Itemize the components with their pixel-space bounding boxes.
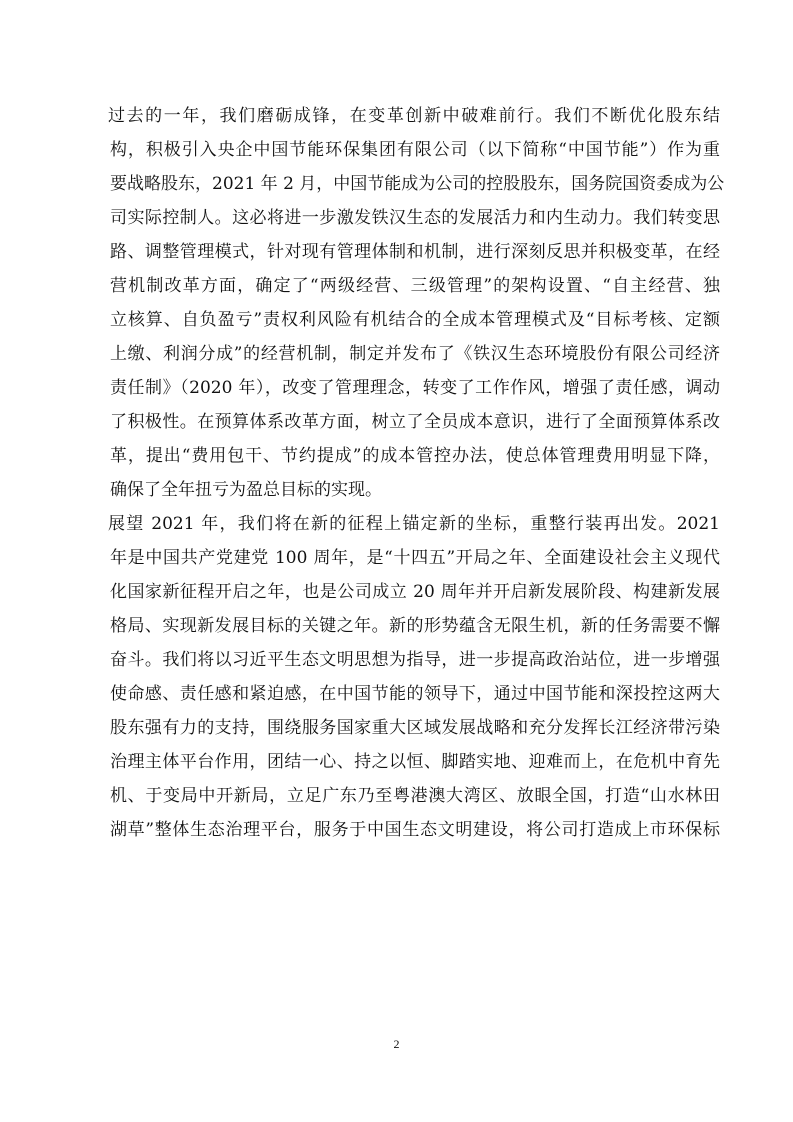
text-line: 股东强有力的支持，围绕服务国家重大区域发展战略和充分发挥长江经济带污染: [110, 718, 720, 738]
text-line: 格局、实现新发展目标的关键之年。新的形势蕴含无限生机，新的任务需要不懈: [110, 616, 720, 636]
text-line: 化国家新征程开启之年，也是公司成立 20 周年并开启新发展阶段、构建新发展: [110, 582, 720, 602]
text-line: 革，提出“费用包干、节约提成”的成本管控办法，使总体管理费用明显下降，: [110, 446, 720, 466]
text-line: 营机制改革方面，确定了“两级经营、三级管理”的架构设置、“自主经营、独: [110, 276, 720, 296]
text-line: 机、于变局中开新局，立足广东乃至粤港澳大湾区、放眼全国，打造“山水林田: [110, 786, 720, 806]
text-line: 路、调整管理模式，针对现有管理体制和机制，进行深刻反思并积极变革，在经: [110, 242, 720, 262]
text-line: 责任制》（2020 年），改变了管理理念，转变了工作作风，增强了责任感，调动: [110, 378, 720, 398]
text-line: 上缴、利润分成”的经营机制，制定并发布了《铁汉生态环境股份有限公司经济: [110, 344, 720, 364]
text-line: 确保了全年扭亏为盈总目标的实现。: [110, 480, 382, 500]
text-line: 展望 2021 年，我们将在新的征程上锚定新的坐标，重整行装再出发。2021: [108, 514, 720, 534]
text-line: 年是中国共产党建党 100 周年，是“十四五”开局之年、全面建设社会主义现代: [110, 548, 720, 568]
text-line: 了积极性。在预算体系改革方面，树立了全员成本意识，进行了全面预算体系改: [110, 412, 720, 432]
text-line: 奋斗。我们将以习近平生态文明思想为指导，进一步提高政治站位，进一步增强: [110, 650, 720, 670]
text-line: 治理主体平台作用，团结一心、持之以恒、脚踏实地、迎难而上，在危机中育先: [110, 752, 720, 772]
text-line: 湖草”整体生态治理平台，服务于中国生态文明建设，将公司打造成上市环保标: [110, 820, 720, 840]
text-line: 要战略股东，2021 年 2 月，中国节能成为公司的控股股东，国务院国资委成为公: [110, 174, 725, 194]
text-line: 构，积极引入央企中国节能环保集团有限公司（以下简称“中国节能”）作为重: [110, 140, 720, 160]
text-line: 立核算、自负盈亏”责权利风险有机结合的全成本管理模式及“目标考核、定额: [110, 310, 720, 330]
text-line: 司实际控制人。这必将进一步激发铁汉生态的发展活力和内生动力。我们转变思: [110, 208, 720, 228]
page-number: 2: [393, 1037, 400, 1051]
text-line: 过去的一年，我们磨砺成锋，在变革创新中破难前行。我们不断优化股东结: [108, 106, 720, 126]
text-line: 使命感、责任感和紧迫感，在中国节能的领导下，通过中国节能和深投控这两大: [110, 684, 720, 704]
